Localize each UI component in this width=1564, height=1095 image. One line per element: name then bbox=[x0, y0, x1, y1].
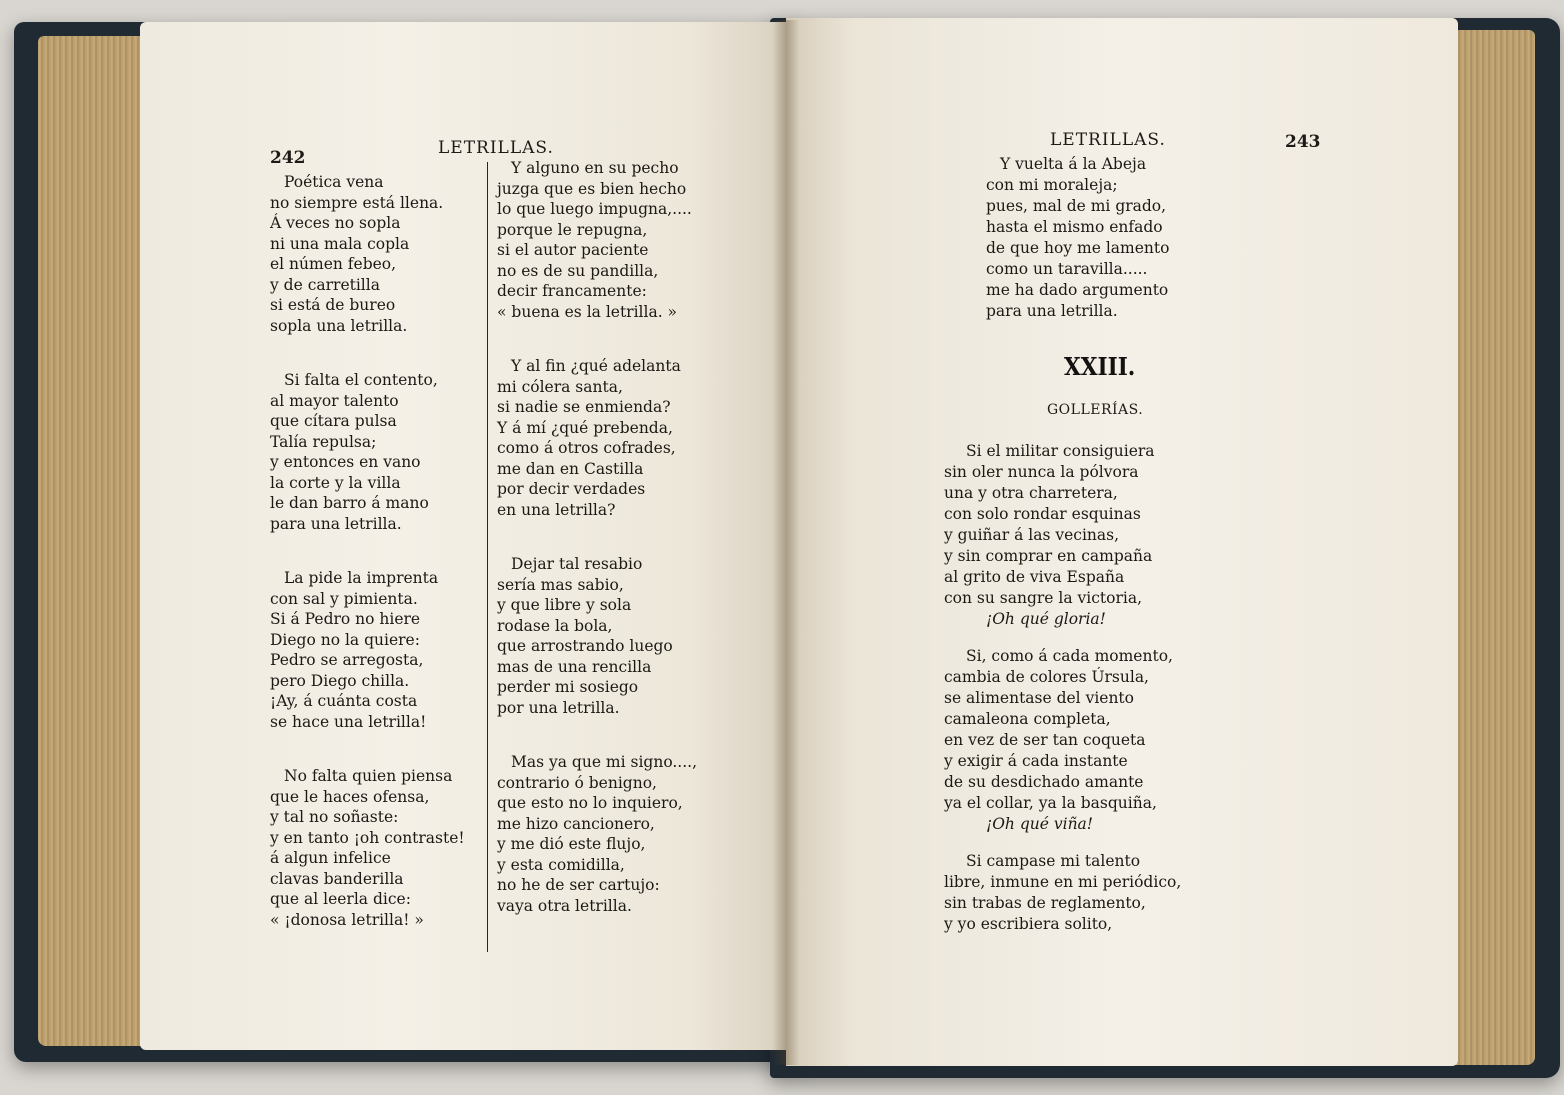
verse-line: se alimentase del viento bbox=[944, 689, 1134, 707]
verse-line: que al leerla dice: bbox=[270, 890, 411, 908]
verse-line: ya el collar, ya la basquiña, bbox=[944, 794, 1157, 812]
verse-line: Y á mí ¿qué prebenda, bbox=[497, 418, 673, 437]
verse-line: y esta comidilla, bbox=[497, 855, 625, 874]
verse-line: pues, mal de mi grado, bbox=[986, 197, 1167, 215]
stanza bbox=[497, 356, 697, 520]
running-header-right: LETRILLAS. bbox=[1050, 130, 1166, 150]
verse-line: Si el militar consiguiera bbox=[966, 442, 1155, 460]
refrain: ¡Oh qué gloria! bbox=[986, 610, 1106, 628]
verse-line: y que libre y sola bbox=[497, 596, 632, 614]
verse-line: Mas ya que mi signo...., bbox=[511, 753, 698, 771]
verse-line: rodase la bola, bbox=[497, 616, 613, 635]
chapter-title: GOLLERÍAS. bbox=[1047, 402, 1144, 418]
verse-line: Á veces no sopla bbox=[270, 214, 401, 232]
verse-line: y sin comprar en campaña bbox=[944, 547, 1153, 565]
verse-line: sería mas sabio, bbox=[497, 575, 624, 594]
verse-line: camaleona completa, bbox=[944, 710, 1111, 728]
verse-line: Si campase mi talento bbox=[966, 852, 1141, 870]
verse-line: Talía repulsa; bbox=[270, 432, 377, 451]
verse-line: libre, inmune en mi periódico, bbox=[944, 873, 1182, 891]
verse-line: le dan barro á mano bbox=[270, 494, 429, 512]
verse-line: no es de su pandilla, bbox=[497, 261, 659, 280]
verse-line: La pide la imprenta bbox=[284, 569, 439, 587]
verse-line: Y alguno en su pecho bbox=[511, 159, 679, 177]
opening-stanza bbox=[986, 154, 1246, 322]
verse-line: ¡Ay, á cuánta costa bbox=[270, 692, 418, 710]
verse-line: contrario ó benigno, bbox=[497, 773, 657, 792]
verse-line: con su sangre la victoria, bbox=[944, 589, 1143, 607]
verse-line: que esto no lo inquiero, bbox=[497, 794, 683, 812]
verse-line: no he de ser cartujo: bbox=[497, 876, 660, 894]
verse-line: Y al fin ¿qué adelanta bbox=[511, 357, 681, 375]
verse-line: para una letrilla. bbox=[986, 302, 1118, 320]
verse-line: vaya otra letrilla. bbox=[497, 896, 632, 915]
refrain: ¡Oh qué viña! bbox=[986, 815, 1094, 833]
left-column-1 bbox=[270, 172, 480, 964]
verse-line: con mi moraleja; bbox=[986, 176, 1118, 194]
verse-line: y de carretilla bbox=[270, 275, 380, 294]
book-gutter bbox=[772, 20, 800, 1065]
verse-line: me dan en Castilla bbox=[497, 459, 644, 478]
page-number-left: 242 bbox=[270, 148, 306, 168]
left-column-2 bbox=[497, 158, 697, 950]
verse-line: me hizo cancionero, bbox=[497, 814, 655, 833]
verse-line: por decir verdades bbox=[497, 480, 646, 498]
verse-line: si está de bureo bbox=[270, 296, 396, 314]
verse-line: ni una mala copla bbox=[270, 234, 410, 253]
verse-line: y exigir á cada instante bbox=[944, 752, 1128, 770]
verse-line: no siempre está llena. bbox=[270, 193, 444, 212]
stanza bbox=[497, 158, 697, 322]
page-number-right: 243 bbox=[1285, 132, 1321, 152]
verse-line: y tal no soñaste: bbox=[270, 808, 399, 826]
verse-line: si nadie se enmienda? bbox=[497, 398, 671, 416]
verse-line: Diego no la quiere: bbox=[270, 630, 420, 649]
stanza bbox=[270, 370, 480, 534]
page-edges-left bbox=[38, 36, 148, 1046]
verse-line: de que hoy me lamento bbox=[986, 239, 1170, 257]
verse-line: pero Diego chilla. bbox=[270, 671, 410, 690]
chapter-number: XXIII. bbox=[1063, 352, 1136, 381]
verse-line: con solo rondar esquinas bbox=[944, 505, 1141, 523]
verse-line: se hace una letrilla! bbox=[270, 712, 427, 731]
verse-line: una y otra charretera, bbox=[944, 484, 1118, 502]
verse-line: mas de una rencilla bbox=[497, 657, 652, 676]
verse-line: con sal y pimienta. bbox=[270, 589, 418, 608]
verse-line: lo que luego impugna,.... bbox=[497, 200, 692, 218]
verse-line: Dejar tal resabio bbox=[511, 555, 643, 573]
verse-line: No falta quien piensa bbox=[284, 767, 453, 785]
verse-line: y entonces en vano bbox=[270, 453, 421, 471]
stanza bbox=[944, 851, 1244, 935]
verse-line: sopla una letrilla. bbox=[270, 316, 408, 335]
verse-line: perder mi sosiego bbox=[497, 678, 639, 696]
verse-line: y me dió este flujo, bbox=[497, 835, 646, 853]
stanza-gap bbox=[944, 835, 1244, 851]
verse-line: y yo escribiera solito, bbox=[944, 915, 1113, 933]
verse-line: al mayor talento bbox=[270, 391, 399, 410]
verse-line: que cítara pulsa bbox=[270, 412, 397, 430]
verse-line: en vez de ser tan coqueta bbox=[944, 731, 1146, 749]
verse-line: de su desdichado amante bbox=[944, 773, 1144, 791]
verse-line: clavas banderilla bbox=[270, 869, 404, 888]
verse-line: que le haces ofensa, bbox=[270, 787, 430, 806]
verse-line: la corte y la villa bbox=[270, 473, 401, 492]
stanza bbox=[944, 441, 1244, 630]
verse-line: y en tanto ¡oh contraste! bbox=[270, 828, 465, 847]
poem-golleria bbox=[944, 441, 1244, 935]
stanza bbox=[497, 752, 697, 916]
verse-line: y guiñar á las vecinas, bbox=[944, 526, 1120, 544]
verse-line: cambia de colores Úrsula, bbox=[944, 668, 1149, 686]
verse-line: juzga que es bien hecho bbox=[497, 179, 687, 198]
verse-line: como un taravilla..... bbox=[986, 260, 1148, 278]
page-edges-right bbox=[1455, 30, 1535, 1065]
running-header-left: LETRILLAS. bbox=[438, 138, 554, 158]
stanza bbox=[497, 554, 697, 718]
verse-line: sin trabas de reglamento, bbox=[944, 894, 1146, 912]
verse-line: el númen febeo, bbox=[270, 255, 397, 273]
verse-line: como á otros cofrades, bbox=[497, 439, 676, 457]
verse-line: si el autor paciente bbox=[497, 241, 649, 259]
verse-line: decir francamente: bbox=[497, 282, 647, 300]
verse-line: Si, como á cada momento, bbox=[966, 647, 1173, 665]
verse-line: Si á Pedro no hiere bbox=[270, 610, 421, 628]
stanza bbox=[944, 646, 1244, 835]
verse-line: que arrostrando luego bbox=[497, 637, 673, 655]
verse-line: mi cólera santa, bbox=[497, 377, 623, 396]
verse-line: al grito de viva España bbox=[944, 568, 1125, 586]
verse-line: Poética vena bbox=[284, 173, 384, 191]
verse-line: hasta el mismo enfado bbox=[986, 218, 1163, 236]
stanza-gap bbox=[944, 630, 1244, 646]
verse-line: porque le repugna, bbox=[497, 220, 648, 239]
verse-line: Si falta el contento, bbox=[284, 371, 438, 389]
verse-line: en una letrilla? bbox=[497, 500, 616, 519]
stanza bbox=[270, 568, 480, 732]
verse-line: Pedro se arregosta, bbox=[270, 651, 424, 669]
verse-line: « buena es la letrilla. » bbox=[497, 302, 678, 321]
verse-line: sin oler nunca la pólvora bbox=[944, 463, 1139, 481]
stanza bbox=[270, 172, 480, 336]
stanza bbox=[270, 766, 480, 930]
verse-line: Y vuelta á la Abeja bbox=[1000, 155, 1147, 173]
verse-line: por una letrilla. bbox=[497, 698, 620, 717]
verse-line: « ¡donosa letrilla! » bbox=[270, 910, 424, 929]
verse-line: para una letrilla. bbox=[270, 514, 402, 533]
column-divider bbox=[487, 162, 488, 952]
verse-line: me ha dado argumento bbox=[986, 281, 1169, 299]
verse-line: á algun infelice bbox=[270, 849, 391, 867]
